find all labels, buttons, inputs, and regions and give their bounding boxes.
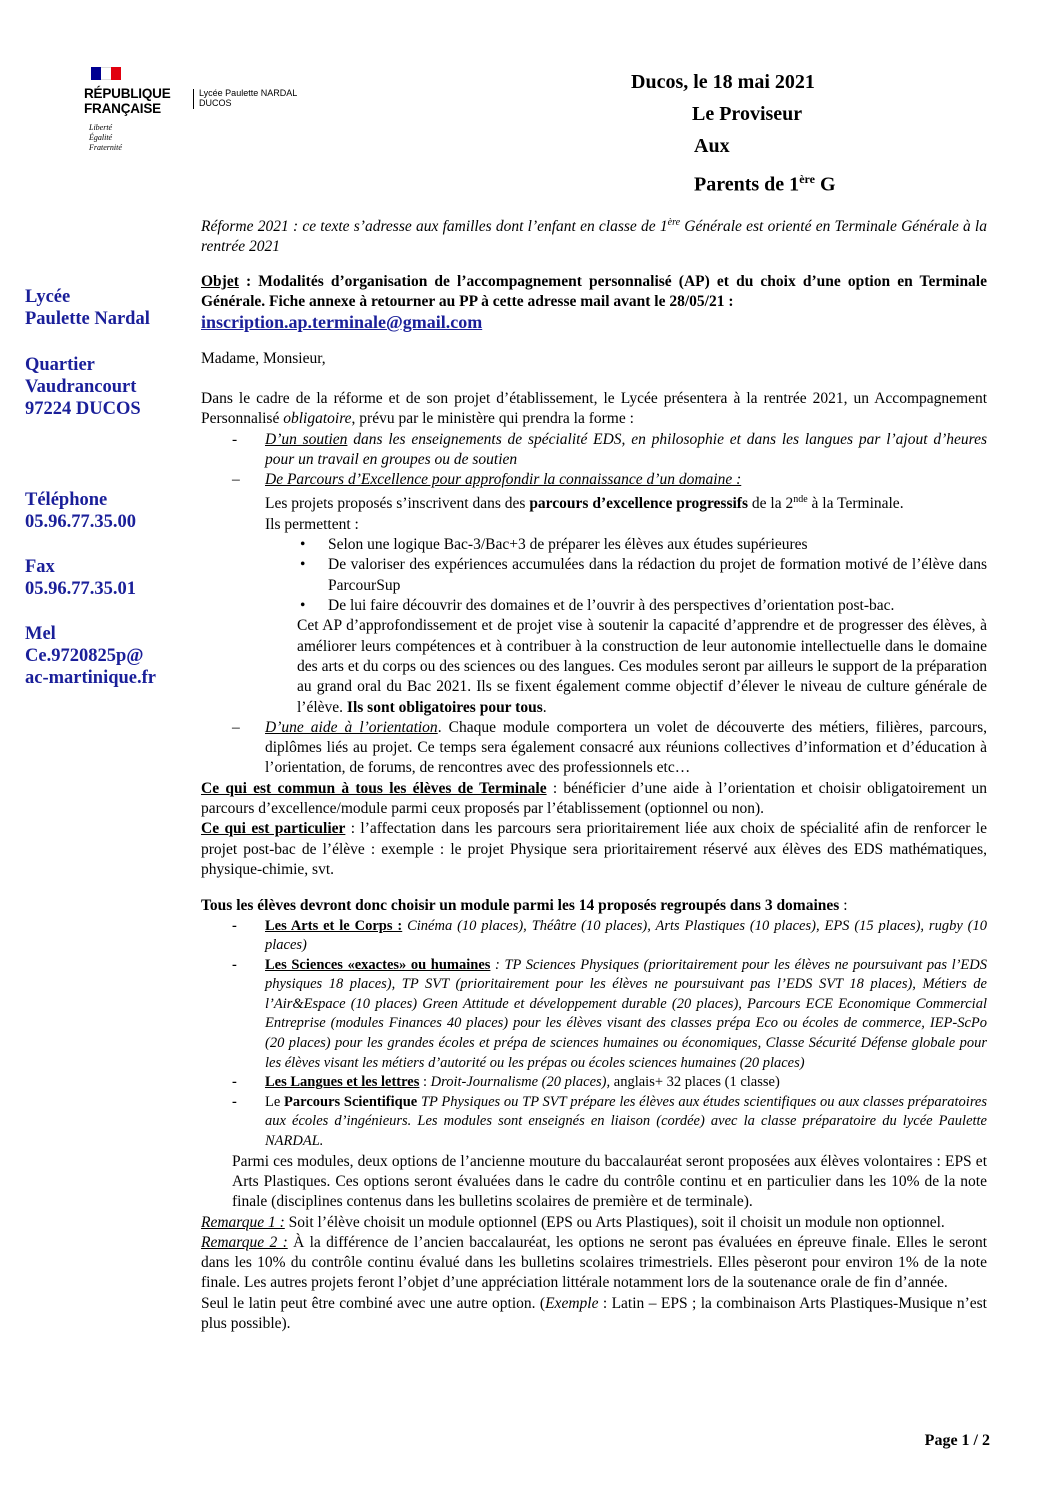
objet: Objet : Modalités d’organisation de l’accompagnement personnalisé (AP) et du choix d’une option en Terminale Générale. Fiche annexe à retourner au PP à cette adresse mail avant le 28/05/21 : xyxy=(201,272,987,311)
domain-sciences: - Les Sciences «exactes» ou humaines : TP Sciences Physiques (prioritairement pour les élèves ne poursuivant pas l’EDS physiques 18 places), TP SVT (prioritairement pour les élèves ne poursuivant pas l’EDS SVT 18 places), Métiers de l’Air&Espace (10 places) Green Attitude et développement durable (20 places), Parcours ECE Economique Commercial Entreprise (modules Finances 40 places) pour les élèves visant des classes prépa Eco ou écoles de commerce, IEP-ScPo (20 places) pour les grandes écoles et prépa de sciences humaines ou économiques, Classe Sécurité Défense globale pour les élèves visant les métiers d’autorité ou les prépas ou écoles sciences humaines (20 places) xyxy=(232,956,987,1071)
paragraph-commun: Ce qui est commun à tous les élèves de Terminale : bénéficier d’une aide à l’orientation et choisir obligatoirement un parcours d’excellence/module parmi ceux proposés par l’établissement (optionnel ou non). xyxy=(201,779,987,818)
paragraph-options: Parmi ces modules, deux options de l’ancienne mouture du baccalauréat seront proposées aux élèves volontaires : EPS et Arts Plastiques. Ces options seront évaluées dans le cadre du contrôle continu et en particulier dans les 10% de la note finale (disciplines contenus dans les bulletins scolaires de première et de terminale). xyxy=(232,1152,987,1211)
domain-langues: - Les Langues et les lettres : Droit-Journalisme (20 places), anglais+ 32 places (1 classe) xyxy=(232,1074,780,1091)
domain-arts: - Les Arts et le Corps : Cinéma (10 places), Théâtre (10 places), Arts Plastiques (10 places), EPS (15 places), rugby (10 places) xyxy=(232,917,987,954)
paragraph-reforme: Dans le cadre de la réforme et de son projet d’établissement, le Lycée présentera à la rentrée 2021, un Accompagnement Personnalisé obligatoire, prévu par le ministère qui prendra la forme : xyxy=(201,389,987,428)
reforme-note: Réforme 2021 : ce texte s’adresse aux familles dont l’enfant en classe de 1ère Générale est orienté en Terminale Générale à la rentrée 2021 xyxy=(201,217,987,256)
letter-body xyxy=(201,213,988,1333)
sidebar-fax: Fax 05.96.77.35.01 xyxy=(25,557,136,599)
bullet-item-3: • De lui faire découvrir des domaines et de l’ouvrir à des perspectives d’orientation post-bac. xyxy=(300,597,895,615)
sidebar-school-name: Lycée Paulette Nardal xyxy=(25,287,150,329)
page-number: Page 1 / 2 xyxy=(924,1432,990,1449)
salutation: Madame, Monsieur, xyxy=(201,349,326,367)
email-line xyxy=(201,312,987,334)
logo-divider xyxy=(193,89,194,109)
email-link[interactable]: inscription.ap.terminale@gmail.com xyxy=(201,312,483,333)
republique-francaise-logo: RÉPUBLIQUE FRANÇAISE xyxy=(84,86,171,116)
sidebar-telephone: Téléphone 05.96.77.35.00 xyxy=(25,490,136,532)
sidebar-mel: Mel Ce.9720825p@ ac-martinique.fr xyxy=(25,624,157,688)
paragraph-particulier: Ce qui est particulier : l’affectation dans les parcours sera prioritairement liée aux choix de spécialité afin de renforcer le projet post-bac de l’élève : exemple : le projet Physique sera prioritairement réservé aux élèves des EDS mathématiques, physique-chimie, svt. xyxy=(201,820,987,878)
letter-from: Le Proviseur xyxy=(692,103,803,125)
sidebar-address: Quartier Vaudrancourt 97224 DUCOS xyxy=(25,355,141,419)
french-flag-icon xyxy=(91,67,121,80)
letter-to: Aux xyxy=(694,135,730,157)
lycee-logo-text: Lycée Paulette NARDAL DUCOS xyxy=(199,88,298,108)
domain-parcours-scientifique: - Le Parcours Scientifique TP Physiques ou TP SVT prépare les élèves aux études scientifiques ou aux classes préparatoires aux écoles d’ingénieurs. Les modules sont enseignés en liaison (cordée) avec la classe préparatoire du lycée Paulette NARDAL. xyxy=(232,1093,988,1150)
bullet-item-1: • Selon une logique Bac-3/Bac+3 de préparer les élèves aux études supérieures xyxy=(300,536,808,554)
paragraph-ap: Cet AP d’approfondissement et de projet vise à soutenir la capacité d’apprendre et de progresser des élèves, à améliorer leurs compétences et à contribuer à la construction de leur autonomie intellectuelle dans le domaine des arts et du corps ou des sciences ou des langues. Ces modules seront par ailleurs le support de la préparation au grand oral du Bac 2021. Ils se fixent également comme objectif d’élever le niveau de culture générale de l’élève. Ils sont obligatoires pour tous. xyxy=(297,617,987,716)
remarque-2: Remarque 2 : À la différence de l’ancien baccalauréat, les options ne seront pas évaluées en épreuve finale. Elles le seront dans les 10% du contrôle continu évalué dans les bulletins scolaires trimestriels. Elles pèseront pour environ 1% de la note finale. Les autres projets feront l’objet d’une appréciation littérale notamment lors de la soutenance orale de fin d’année. xyxy=(201,1233,987,1292)
list-item-orientation: – D’une aide à l’orientation. Chaque module comportera un volet de découverte des métiers, filières, parcours, diplômes liés au projet. Ce temps sera également consacré aux réunions collectives d’information et d’éducation à l’orientation, de forums, de rencontres avec des professionnels etc… xyxy=(232,718,987,777)
paragraph-latin: Seul le latin peut être combiné avec une autre option. (Exemple : Latin – EPS ; la combinaison Arts Plastiques-Musique n’est plus possible). xyxy=(201,1294,987,1333)
remarque-1: Remarque 1 : Soit l’élève choisit un module optionnel (EPS ou Arts Plastiques), soit il choisit un module non optionnel. xyxy=(201,1213,945,1231)
list-item-soutien: - D’un soutien dans les enseignements de spécialité EDS, en philosophie et dans les langues par l’ajout d’heures pour un travail en groupes ou de soutien xyxy=(232,430,987,468)
list-item-parcours-excellence: – De Parcours d’Excellence pour approfondir la connaissance d’un domaine : Les projets proposés s’inscrivent dans des parcours d’excellence progressifs de la 2nde à la Terminale. Ils permettent : xyxy=(232,471,904,533)
letter-recipients: Parents de 1ère G xyxy=(694,172,836,196)
paragraph-tous: Tous les élèves devront donc choisir un module parmi les 14 proposés regroupés dans 3 domaines : xyxy=(201,897,848,915)
devise: Liberté Égalité Fraternité xyxy=(89,123,122,152)
letter-date: Ducos, le 18 mai 2021 xyxy=(631,71,815,93)
bullet-item-2: • De valoriser des expériences accumulées dans la rédaction du projet de formation motivé de l’élève dans ParcourSup xyxy=(300,556,987,594)
